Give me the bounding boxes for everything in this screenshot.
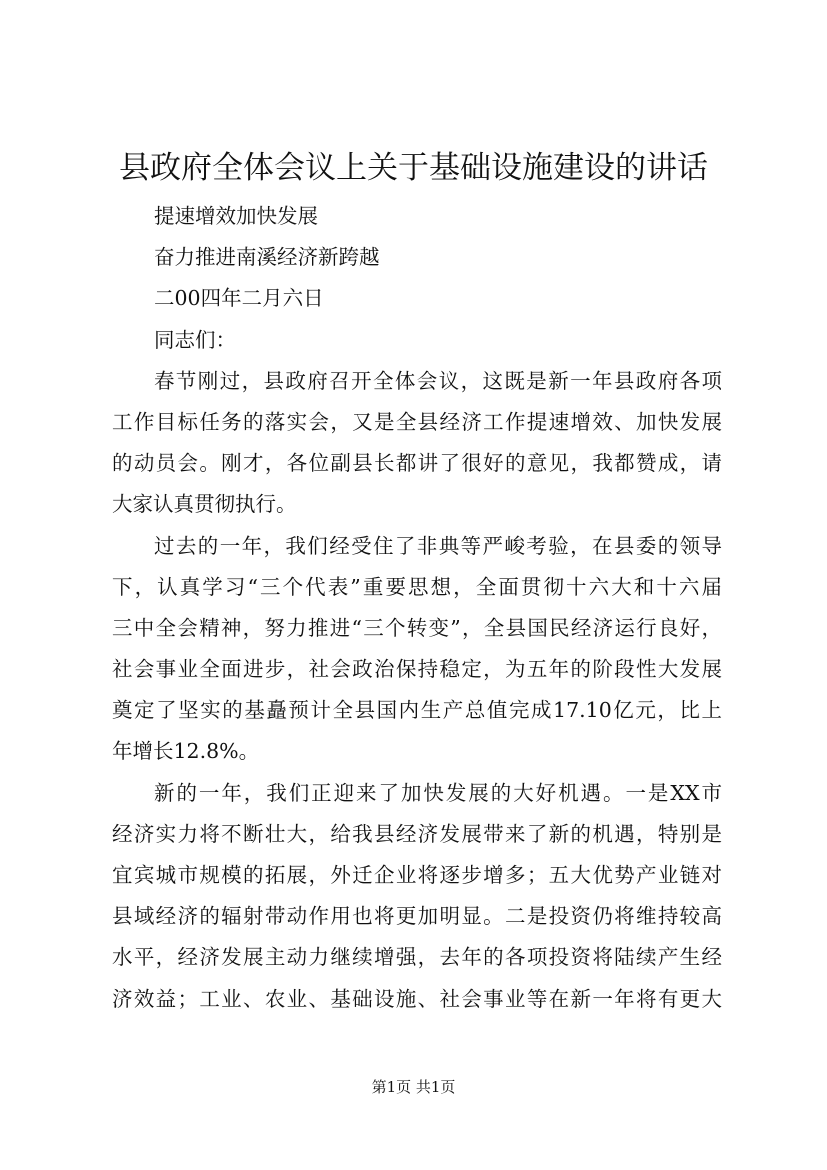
paragraph-1-line-1: 春节刚过，县政府召开全体会议，这既是新一年县政府各项	[154, 368, 722, 393]
paragraph-2-line-5: 奠定了坚实的基矗预计全县国内生产总值完成17.10亿元，比上	[112, 698, 722, 723]
paragraph-3-line-4: 县域经济的辐射带动作用也将更加明显。二是投资仍将维持较高	[112, 904, 722, 929]
document-title: 县政府全体会议上关于基础设施建设的讲话	[119, 150, 708, 186]
paragraph-2-line-4: 社会事业全面进步，社会政治保持稳定，为五年的阶段性大发展	[112, 657, 722, 682]
paragraph-1-line-3: 的动员会。刚才，各位副县长都讲了很好的意见，我都赞成，请	[112, 451, 722, 476]
subtitle-line-2: 奋力推进南溪经济新跨越	[154, 245, 380, 270]
paragraph-1-line-2: 工作目标任务的落实会，又是全县经济工作提速增效、加快发展	[112, 409, 722, 434]
paragraph-1-line-4: 大家认真贯彻执行。	[112, 492, 297, 517]
subtitle-line-1: 提速增效加快发展	[154, 204, 318, 228]
paragraph-2-line-1: 过去的一年，我们经受住了非典等严峻考验，在县委的领导	[154, 533, 722, 558]
document-body	[112, 196, 722, 1020]
date-line: 二00四年二月六日	[154, 286, 324, 311]
paragraph-2-line-6: 年增长12.8%。	[112, 739, 260, 764]
paragraph-2-line-3: 三中全会精神，努力推进“三个转变”，全县国民经济运行良好，	[112, 615, 722, 640]
paragraph-3-line-6: 济效益；工业、农业、基础设施、社会事业等在新一年将有更大	[112, 986, 722, 1011]
page-footer: 第1页 共1页	[371, 1078, 456, 1096]
paragraph-2-line-2: 下，认真学习“三个代表”重要思想，全面贯彻十六大和十六届	[112, 574, 722, 599]
salutation-line: 同志们：	[154, 327, 236, 352]
paragraph-3-line-5: 水平，经济发展主动力继续增强，去年的各项投资将陆续产生经	[112, 945, 722, 970]
paragraph-3-line-3: 宜宾城市规模的拓展，外迁企业将逐步增多；五大优势产业链对	[112, 863, 722, 887]
paragraph-3-line-2: 经济实力将不断壮大，给我县经济发展带来了新的机遇，特别是	[112, 821, 722, 846]
paragraph-3-line-1: 新的一年，我们正迎来了加快发展的大好机遇。一是XX市	[154, 780, 722, 805]
